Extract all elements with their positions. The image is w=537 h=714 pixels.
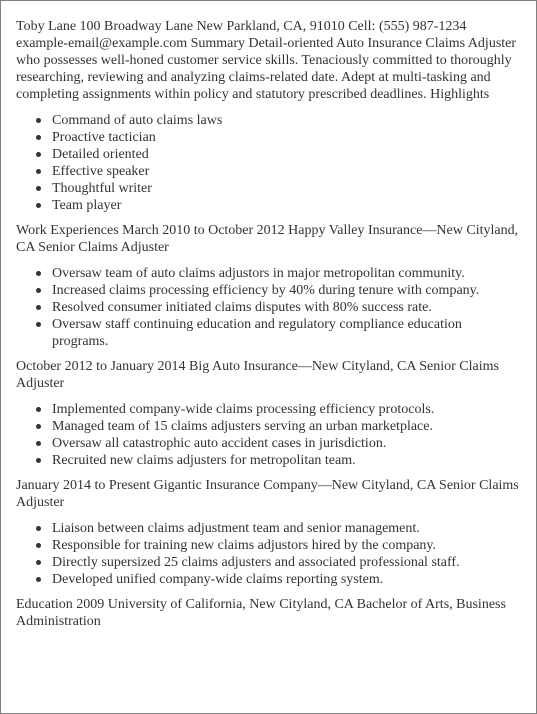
contact-summary-paragraph: Toby Lane 100 Broadway Lane New Parkland, CA, 91010 Cell: (555) 987-1234 example-email@example.com Summary Detail-oriented Auto Insurance Claims Adjuster who possesses well-honed customer service skills. Tenaciously committed to thoroughly researching, reviewing and analyzing claims-related date. Adept at multi-tasking and completing assignments within policy and statutory prescribed deadlines. Highlights [16, 19, 517, 102]
list-item: Liaison between claims adjustment team and senior management. [52, 520, 521, 537]
list-item: Detailed oriented [52, 146, 521, 163]
job-duties-list [16, 520, 521, 588]
job-heading: January 2014 to Present Gigantic Insurance Company—New Cityland, CA Senior Claims Adjuster [16, 478, 519, 510]
job-heading: October 2012 to January 2014 Big Auto Insurance—New Cityland, CA Senior Claims Adjuster [16, 359, 499, 391]
resume-content [16, 18, 521, 630]
list-item: Command of auto claims laws [52, 112, 521, 129]
list-item: Proactive tactician [52, 129, 521, 146]
highlights-list [16, 112, 521, 214]
list-item: Implemented company-wide claims processing efficiency protocols. [52, 401, 521, 418]
list-item: Team player [52, 197, 521, 214]
job-duties-list [16, 265, 521, 350]
list-item: Directly supersized 25 claims adjusters and associated professional staff. [52, 554, 521, 571]
list-item: Resolved consumer initiated claims disputes with 80% success rate. [52, 299, 521, 316]
list-item: Thoughtful writer [52, 180, 521, 197]
list-item: Effective speaker [52, 163, 521, 180]
list-item: Oversaw all catastrophic auto accident cases in jurisdiction. [52, 435, 521, 452]
list-item: Increased claims processing efficiency by 40% during tenure with company. [52, 282, 521, 299]
list-item: Responsible for training new claims adjustors hired by the company. [52, 537, 521, 554]
job-duties-list [16, 401, 521, 469]
list-item: Recruited new claims adjusters for metropolitan team. [52, 452, 521, 469]
list-item: Developed unified company-wide claims reporting system. [52, 571, 521, 588]
education-paragraph: Education 2009 University of California, New Cityland, CA Bachelor of Arts, Business Administration [16, 597, 506, 629]
job-heading: Work Experiences March 2010 to October 2012 Happy Valley Insurance—New Cityland, CA Senior Claims Adjuster [16, 223, 519, 255]
list-item: Managed team of 15 claims adjusters serving an urban marketplace. [52, 418, 521, 435]
list-item: Oversaw team of auto claims adjustors in major metropolitan community. [52, 265, 521, 282]
list-item: Oversaw staff continuing education and regulatory compliance education programs. [52, 316, 521, 350]
